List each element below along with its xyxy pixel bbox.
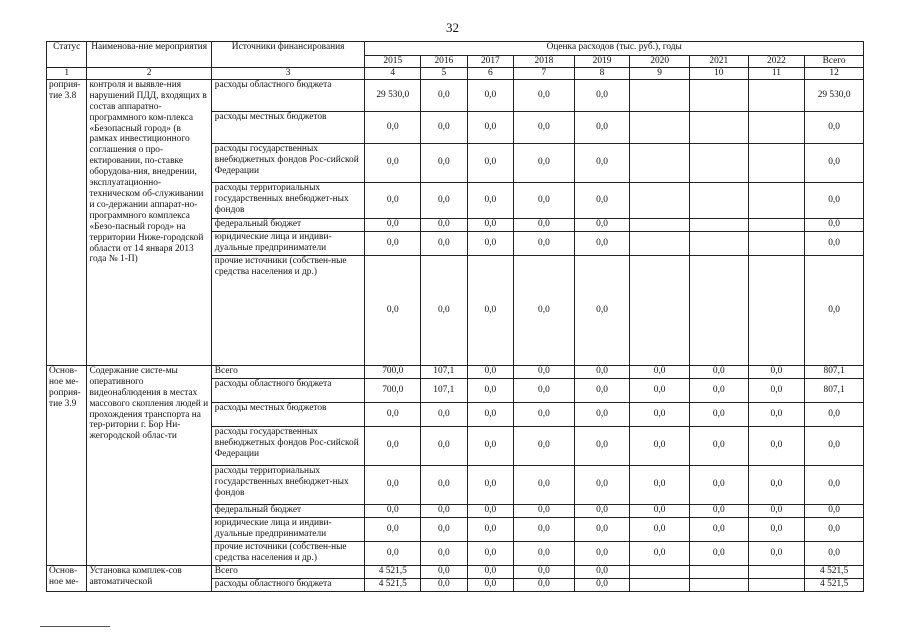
- col-number: 10: [689, 68, 748, 80]
- value-cell: 0,0: [689, 517, 748, 541]
- value-cell: 0,0: [514, 402, 575, 426]
- value-cell: [689, 218, 748, 231]
- year-total: Всего: [805, 56, 864, 68]
- value-cell: 0,0: [365, 541, 421, 565]
- funding-source-cell: прочие источники (собствен-ные средства населения и др.): [211, 541, 365, 565]
- value-cell: 0,0: [574, 111, 630, 143]
- value-cell: 29 530,0: [805, 79, 864, 111]
- value-cell: 0,0: [805, 426, 864, 465]
- value-cell: 0,0: [805, 111, 864, 143]
- value-cell: 0,0: [365, 255, 421, 365]
- value-cell: 0,0: [574, 465, 630, 504]
- value-cell: 0,0: [467, 565, 514, 578]
- value-cell: 0,0: [574, 79, 630, 111]
- value-cell: 0,0: [805, 182, 864, 218]
- value-cell: 0,0: [574, 517, 630, 541]
- year-2019: 2019: [574, 56, 630, 68]
- value-cell: 0,0: [467, 378, 514, 402]
- value-cell: 0,0: [365, 231, 421, 255]
- year-2022: 2022: [748, 56, 805, 68]
- value-cell: 0,0: [689, 365, 748, 378]
- value-cell: 0,0: [467, 517, 514, 541]
- year-2016: 2016: [421, 56, 468, 68]
- funding-source-cell: расходы местных бюджетов: [211, 402, 365, 426]
- value-cell: 0,0: [689, 504, 748, 517]
- value-cell: 0,0: [421, 218, 468, 231]
- value-cell: [689, 182, 748, 218]
- value-cell: 4 521,5: [805, 565, 864, 578]
- value-cell: [689, 79, 748, 111]
- value-cell: 0,0: [421, 541, 468, 565]
- header-status: Статус: [47, 42, 87, 68]
- value-cell: 0,0: [748, 426, 805, 465]
- value-cell: 0,0: [689, 541, 748, 565]
- funding-source-cell: расходы государственных внебюджетных фондов Рос-сийской Федерации: [211, 143, 365, 182]
- value-cell: 0,0: [467, 578, 514, 591]
- col-number: 12: [805, 68, 864, 80]
- value-cell: 0,0: [421, 565, 468, 578]
- value-cell: 0,0: [748, 517, 805, 541]
- value-cell: 0,0: [421, 143, 468, 182]
- value-cell: 0,0: [805, 465, 864, 504]
- value-cell: [748, 255, 805, 365]
- value-cell: 0,0: [514, 79, 575, 111]
- year-2018: 2018: [514, 56, 575, 68]
- value-cell: 0,0: [467, 231, 514, 255]
- table-row: [47, 79, 864, 111]
- value-cell: 0,0: [574, 426, 630, 465]
- value-cell: 0,0: [574, 365, 630, 378]
- value-cell: 0,0: [689, 465, 748, 504]
- value-cell: [689, 578, 748, 591]
- value-cell: 0,0: [805, 402, 864, 426]
- value-cell: 0,0: [514, 541, 575, 565]
- value-cell: 0,0: [514, 231, 575, 255]
- value-cell: 0,0: [421, 79, 468, 111]
- value-cell: 0,0: [467, 504, 514, 517]
- value-cell: [689, 565, 748, 578]
- value-cell: 0,0: [514, 565, 575, 578]
- value-cell: [748, 182, 805, 218]
- value-cell: 0,0: [805, 504, 864, 517]
- value-cell: 700,0: [365, 378, 421, 402]
- value-cell: 0,0: [805, 218, 864, 231]
- value-cell: 0,0: [421, 182, 468, 218]
- value-cell: 29 530,0: [365, 79, 421, 111]
- value-cell: 0,0: [805, 143, 864, 182]
- value-cell: [748, 143, 805, 182]
- col-number: 5: [421, 68, 468, 80]
- col-number: 8: [574, 68, 630, 80]
- funding-source-cell: расходы государственных внебюджетных фондов Рос-сийской Федерации: [211, 426, 365, 465]
- col-number: 2: [87, 68, 211, 80]
- year-2015: 2015: [365, 56, 421, 68]
- value-cell: 0,0: [630, 426, 690, 465]
- value-cell: 0,0: [467, 426, 514, 465]
- value-cell: 0,0: [748, 465, 805, 504]
- value-cell: 0,0: [365, 143, 421, 182]
- value-cell: 0,0: [467, 402, 514, 426]
- value-cell: [630, 565, 690, 578]
- value-cell: 0,0: [365, 402, 421, 426]
- col-number: 9: [630, 68, 690, 80]
- budget-table-body: [47, 42, 864, 592]
- value-cell: 0,0: [467, 79, 514, 111]
- value-cell: 107,1: [421, 378, 468, 402]
- value-cell: 0,0: [467, 541, 514, 565]
- value-cell: [630, 143, 690, 182]
- value-cell: 0,0: [467, 182, 514, 218]
- activity-name-cell: Установка комплек-сов автоматической: [87, 565, 211, 591]
- value-cell: [630, 231, 690, 255]
- value-cell: [630, 111, 690, 143]
- value-cell: 0,0: [574, 378, 630, 402]
- col-number: 11: [748, 68, 805, 80]
- value-cell: [630, 182, 690, 218]
- value-cell: 0,0: [630, 402, 690, 426]
- value-cell: 0,0: [467, 111, 514, 143]
- value-cell: 0,0: [514, 517, 575, 541]
- value-cell: 0,0: [630, 504, 690, 517]
- value-cell: 0,0: [421, 578, 468, 591]
- value-cell: 0,0: [748, 378, 805, 402]
- col-number: 7: [514, 68, 575, 80]
- value-cell: 107,1: [421, 365, 468, 378]
- value-cell: [630, 79, 690, 111]
- value-cell: 0,0: [365, 504, 421, 517]
- value-cell: 0,0: [467, 465, 514, 504]
- status-cell: роприя-тие 3.8: [47, 79, 87, 365]
- funding-source-cell: расходы областного бюджета: [211, 378, 365, 402]
- funding-source-cell: Всего: [211, 365, 365, 378]
- funding-source-cell: федеральный бюджет: [211, 504, 365, 517]
- value-cell: 0,0: [514, 426, 575, 465]
- value-cell: 0,0: [421, 231, 468, 255]
- value-cell: 0,0: [574, 231, 630, 255]
- funding-source-cell: юридические лица и индиви-дуальные предприниматели: [211, 517, 365, 541]
- status-cell: Основ-ное ме-: [47, 565, 87, 591]
- value-cell: 0,0: [421, 111, 468, 143]
- value-cell: 0,0: [574, 402, 630, 426]
- value-cell: [748, 218, 805, 231]
- activity-name-cell: Содержание систе-мы оперативного видеонаблюдения в местах массового скопления людей и прохождения транспорта на тер-ритории г. Бор Ни-жегородской облас-ти: [87, 365, 211, 565]
- table-row: [47, 365, 864, 378]
- value-cell: 0,0: [421, 402, 468, 426]
- value-cell: 0,0: [514, 465, 575, 504]
- year-2017: 2017: [467, 56, 514, 68]
- status-cell: Основ-ное ме-роприя-тие 3.9: [47, 365, 87, 565]
- value-cell: 0,0: [514, 378, 575, 402]
- value-cell: 0,0: [421, 426, 468, 465]
- value-cell: 0,0: [574, 541, 630, 565]
- value-cell: 0,0: [630, 365, 690, 378]
- value-cell: 0,0: [574, 504, 630, 517]
- funding-source-cell: Всего: [211, 565, 365, 578]
- value-cell: 0,0: [574, 218, 630, 231]
- value-cell: 0,0: [365, 517, 421, 541]
- value-cell: 4 521,5: [805, 578, 864, 591]
- value-cell: 0,0: [514, 255, 575, 365]
- col-number: 6: [467, 68, 514, 80]
- value-cell: 0,0: [748, 504, 805, 517]
- value-cell: 0,0: [574, 578, 630, 591]
- value-cell: 0,0: [514, 218, 575, 231]
- value-cell: 0,0: [514, 365, 575, 378]
- value-cell: 4 521,5: [365, 578, 421, 591]
- value-cell: 0,0: [514, 578, 575, 591]
- value-cell: 0,0: [421, 517, 468, 541]
- value-cell: 0,0: [574, 143, 630, 182]
- table-row: [47, 565, 864, 578]
- value-cell: 0,0: [689, 426, 748, 465]
- value-cell: [748, 565, 805, 578]
- value-cell: [630, 255, 690, 365]
- value-cell: 0,0: [467, 143, 514, 182]
- value-cell: [630, 218, 690, 231]
- header-row: [47, 42, 864, 56]
- value-cell: 0,0: [748, 541, 805, 565]
- value-cell: 0,0: [514, 143, 575, 182]
- value-cell: 0,0: [365, 111, 421, 143]
- value-cell: 0,0: [805, 231, 864, 255]
- value-cell: [689, 143, 748, 182]
- value-cell: 0,0: [805, 255, 864, 365]
- value-cell: 0,0: [467, 255, 514, 365]
- value-cell: 0,0: [514, 182, 575, 218]
- value-cell: [689, 111, 748, 143]
- value-cell: [748, 231, 805, 255]
- value-cell: 0,0: [365, 465, 421, 504]
- header-estimate: Оценка расходов (тыс. руб.), годы: [365, 42, 864, 56]
- activity-name-cell: контроля и выявле-ния нарушений ПДД, входящих в состав аппаратно-программного ком-плекса «Безопасный город» (в рамках инвестиционного соглашения о про-ектировании, по-ставке оборудова-ния, внедрении, эксплуатационно-техническом об-служивании и со-держании аппарат-но-программного комплекса «Безо-пасный город» на территории Ниже-городской области от 14 января 2013 года № 1-П): [87, 79, 211, 365]
- year-2021: 2021: [689, 56, 748, 68]
- value-cell: 807,1: [805, 378, 864, 402]
- funding-source-cell: расходы местных бюджетов: [211, 111, 365, 143]
- value-cell: 0,0: [748, 365, 805, 378]
- value-cell: [748, 111, 805, 143]
- value-cell: 807,1: [805, 365, 864, 378]
- value-cell: 0,0: [805, 517, 864, 541]
- value-cell: [748, 578, 805, 591]
- page-number: 32: [446, 20, 459, 35]
- value-cell: [630, 578, 690, 591]
- value-cell: 0,0: [630, 465, 690, 504]
- value-cell: [689, 231, 748, 255]
- scan-mark: [40, 626, 110, 627]
- value-cell: 4 521,5: [365, 565, 421, 578]
- value-cell: 0,0: [630, 517, 690, 541]
- value-cell: 0,0: [467, 218, 514, 231]
- value-cell: 0,0: [689, 402, 748, 426]
- funding-source-cell: расходы территориальных государственных внебюджет-ных фондов: [211, 465, 365, 504]
- value-cell: 0,0: [365, 218, 421, 231]
- funding-source-cell: расходы областного бюджета: [211, 578, 365, 591]
- column-number-row: [47, 68, 864, 80]
- funding-source-cell: юридические лица и индиви-дуальные предприниматели: [211, 231, 365, 255]
- value-cell: [748, 79, 805, 111]
- value-cell: 0,0: [365, 426, 421, 465]
- value-cell: 0,0: [630, 378, 690, 402]
- value-cell: 0,0: [421, 465, 468, 504]
- header-sources: Источники финансирования: [211, 42, 365, 68]
- value-cell: 0,0: [514, 504, 575, 517]
- funding-source-cell: федеральный бюджет: [211, 218, 365, 231]
- value-cell: 0,0: [421, 255, 468, 365]
- funding-source-cell: прочие источники (собствен-ные средства населения и др.): [211, 255, 365, 365]
- year-2020: 2020: [630, 56, 690, 68]
- value-cell: 0,0: [574, 182, 630, 218]
- value-cell: 700,0: [365, 365, 421, 378]
- funding-source-cell: расходы территориальных государственных внебюджет-ных фондов: [211, 182, 365, 218]
- header-name: Наименова-ние мероприятия: [87, 42, 211, 68]
- col-number: 1: [47, 68, 87, 80]
- col-number: 3: [211, 68, 365, 80]
- value-cell: 0,0: [574, 565, 630, 578]
- value-cell: 0,0: [748, 402, 805, 426]
- value-cell: 0,0: [467, 365, 514, 378]
- value-cell: 0,0: [574, 255, 630, 365]
- value-cell: [689, 255, 748, 365]
- value-cell: 0,0: [689, 378, 748, 402]
- budget-table: [46, 41, 864, 592]
- value-cell: 0,0: [365, 182, 421, 218]
- col-number: 4: [365, 68, 421, 80]
- value-cell: 0,0: [805, 541, 864, 565]
- value-cell: 0,0: [514, 111, 575, 143]
- value-cell: 0,0: [630, 541, 690, 565]
- value-cell: 0,0: [421, 504, 468, 517]
- funding-source-cell: расходы областного бюджета: [211, 79, 365, 111]
